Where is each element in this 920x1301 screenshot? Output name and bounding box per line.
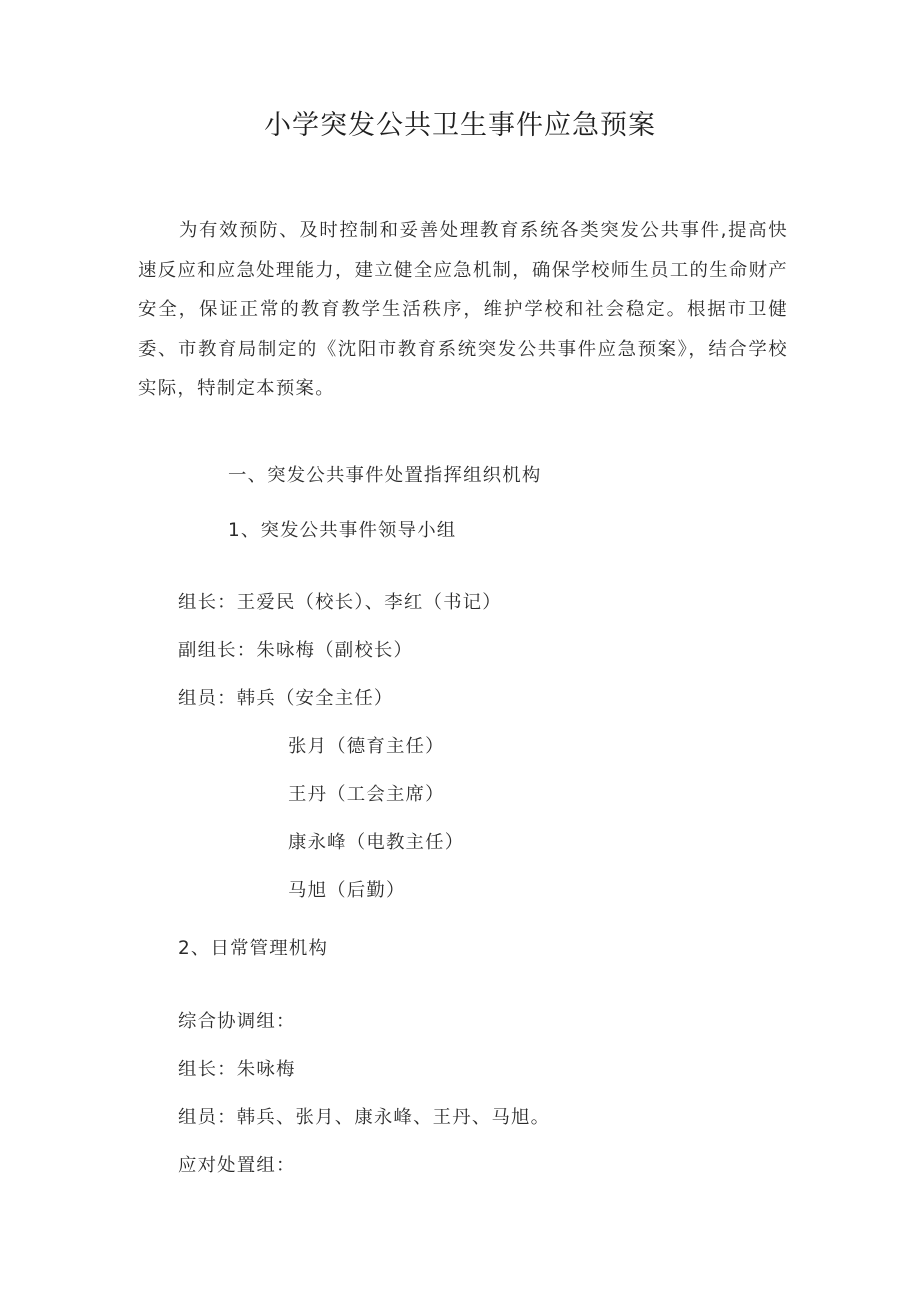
- deputy-leader-line: 副组长：朱咏梅（副校长）: [178, 640, 414, 661]
- members-line: 组员：韩兵（安全主任）: [178, 688, 394, 709]
- member-item: 张月（德育主任）: [288, 736, 445, 757]
- section-1-heading: 一、突发公共事件处置指挥组织机构: [228, 465, 542, 486]
- coordination-group-title: 综合协调组：: [178, 1011, 296, 1032]
- group-leader-line: 组长：王爱民（校长）、李红（书记）: [178, 592, 502, 613]
- member-item: 马旭（后勤）: [288, 880, 406, 901]
- coordination-group-leader: 组长：朱咏梅: [178, 1059, 296, 1080]
- subsection-2-heading: 2、日常管理机构: [178, 938, 329, 959]
- document-title: 小学突发公共卫生事件应急预案: [264, 110, 656, 141]
- member-item: 康永峰（电教主任）: [288, 832, 465, 853]
- subsection-1-heading: 1、突发公共事件领导小组: [228, 520, 457, 541]
- response-group-title: 应对处置组：: [178, 1155, 296, 1176]
- member-item: 王丹（工会主席）: [288, 784, 445, 805]
- intro-paragraph: 为有效预防、及时控制和妥善处理教育系统各类突发公共事件,提高快速反应和应急处理能力，建立健全应急机制，确保学校师生员工的生命财产安全，保证正常的教育教学生活秩序，维护学校和社会稳定。根据市卫健委、市教育局制定的《沈阳市教育系统突发公共事件应急预案》，结合学校实际，特制定本预案。: [138, 220, 788, 399]
- coordination-group-members: 组员：韩兵、张月、康永峰、王丹、马旭。: [178, 1107, 551, 1128]
